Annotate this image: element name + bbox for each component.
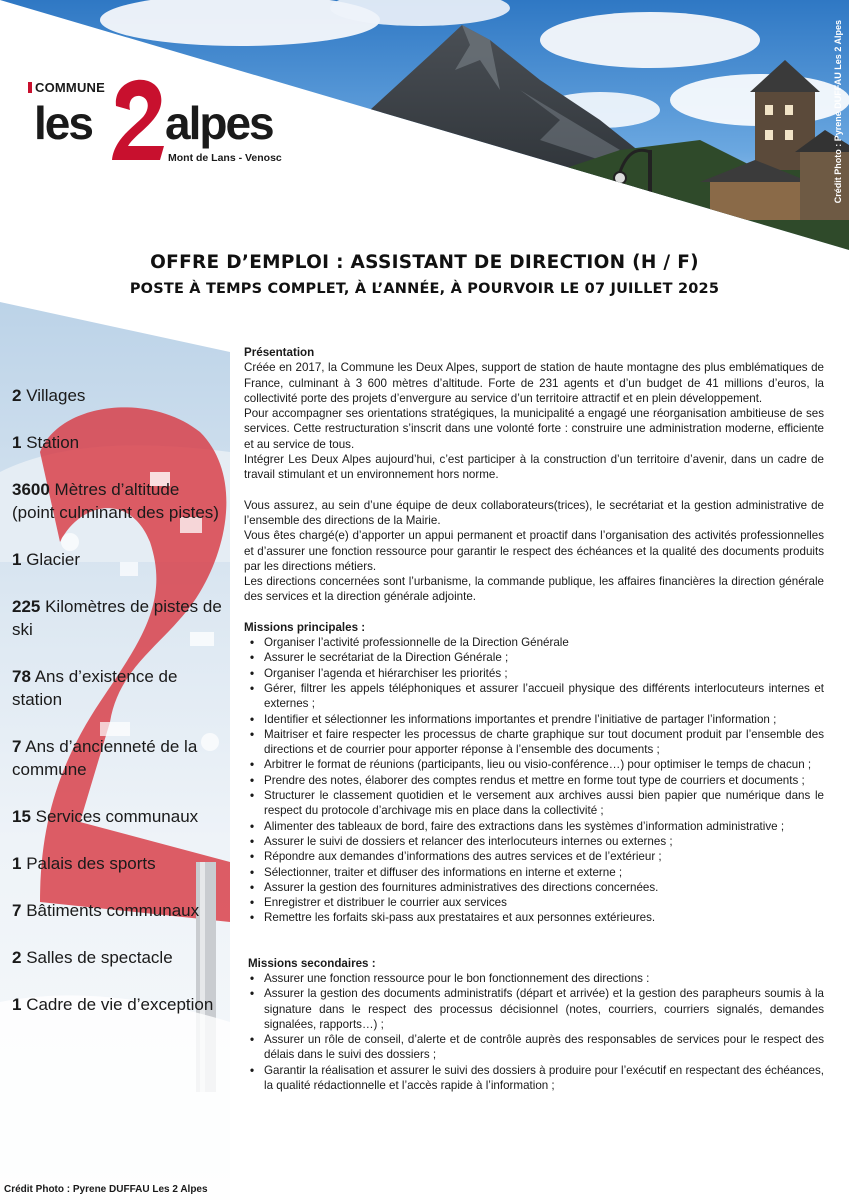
stat-label: Services communaux: [30, 807, 199, 826]
stat-item: [12, 431, 222, 454]
list-item: • Assurer la gestion des documents administratifs (départ et arrivée) et la gestion des parapheurs soumis à la signature dans le respect des processus décisionnel (notes, courriers, courriers signalés, demandes signalées, rapports…) ;: [264, 986, 824, 1032]
header-photo-credit: Crédit Photo : Pyrene DUFFAU Les 2 Alpes: [833, 20, 843, 204]
stat-label: Ans d’existence de station: [12, 667, 178, 709]
job-subtitle: POSTE À TEMPS COMPLET, À L’ANNÉE, À POURVOIR LE 07 JUILLET 2025: [129, 281, 720, 297]
stat-label: Mètres d’altitude (point culminant des pistes): [12, 480, 219, 522]
list-item: • Organiser l’agenda et hiérarchiser les priorités ;: [264, 666, 824, 681]
list-item: • Structurer le classement quotidien et le versement aux archives aussi bien papier que numérique dans le respect du protocole d’archivage mis en place dans la collectivité ;: [264, 788, 824, 819]
missions-principales-heading: Missions principales :: [244, 620, 366, 634]
logo-red-bar: [28, 82, 32, 93]
stat-number: 2: [12, 948, 22, 967]
stat-number: 225: [12, 597, 41, 616]
logo-alpes-text: alpes: [165, 97, 273, 149]
list-item: • Répondre aux demandes d’informations des autres services et de l’extérieur ;: [264, 849, 824, 864]
presentation-heading: Présentation: [244, 346, 315, 359]
list-item: • Assurer la gestion des fournitures administratives des directions concernées.: [264, 880, 824, 895]
list-item: • Assurer un rôle de conseil, d’alerte et de contrôle auprès des responsables de services pour le respect des délais dans le suivi des dossiers ;: [264, 1032, 824, 1063]
stat-item: [12, 899, 222, 922]
stat-number: 78: [12, 667, 31, 686]
commune-logo: [28, 78, 298, 173]
list-item: • Arbitrer le format de réunions (participants, lieu ou visio-conférence…) pour optimiser le temps de chacun ;: [264, 757, 824, 772]
role-paragraph: Vous assurez, au sein d’une équipe de deux collaborateurs(trices), le secrétariat et la gestion administrative de l’ensemble des directions de la Mairie.: [244, 498, 824, 527]
presentation-paragraph: Créée en 2017, la Commune les Deux Alpes, support de station de haute montagne des plus emblématiques de France, culminant à 3 600 mètres d’altitude. Forte de 231 agents et d’un budget de 41 millions d’euros, la collectivité porte des projets d’envergure au service d’un territoire attractif et en plein développement.: [244, 361, 824, 405]
stat-number: 3600: [12, 480, 50, 499]
job-title-block: [0, 252, 849, 297]
job-description: [244, 345, 824, 1093]
stat-label: Salles de spectacle: [21, 948, 173, 967]
stat-label: Ans d’ancienneté de la commune: [12, 737, 198, 779]
stat-number: 1: [12, 854, 22, 873]
stat-item: [12, 735, 222, 781]
logo-subtitle: Mont de Lans - Venosc: [168, 152, 282, 164]
stat-label: Cadre de vie d’exception: [21, 995, 214, 1014]
stat-item: [12, 665, 222, 711]
list-item: • Sélectionner, traiter et diffuser des informations en interne et externe ;: [264, 865, 824, 880]
stat-item: [12, 384, 222, 407]
stat-label: Villages: [21, 386, 86, 405]
stat-number: 7: [12, 737, 22, 756]
stat-label: Kilomètres de pistes de ski: [12, 597, 222, 639]
list-item: • Assurer le secrétariat de la Direction Générale ;: [264, 650, 824, 665]
list-item: • Garantir la réalisation et assurer le suivi des dossiers à produire pour l’exécutif en respectant des échéances, la qualité rédactionnelle et l’accès rapide à l’information ;: [264, 1063, 824, 1094]
list-item: • Gérer, filtrer les appels téléphoniques et assurer l’accueil physique des différents interlocuteurs internes et externes ;: [264, 681, 824, 712]
job-title: OFFRE D’EMPLOI : ASSISTANT DE DIRECTION (H / F): [150, 252, 699, 273]
stat-label: Glacier: [21, 550, 81, 569]
stats-list: [12, 384, 222, 1040]
stat-item: [12, 993, 222, 1016]
role-paragraph: Vous êtes chargé(e) d’apporter un appui permanent et proactif dans l’organisation des activités professionnelles et d’assurer une fonction ressource pour garantir le respect des échéances et la qualité des documents produits par les directions métiers.: [244, 529, 824, 573]
list-item: • Organiser l’activité professionnelle de la Direction Générale: [264, 635, 824, 650]
missions-principales-list: [244, 635, 824, 926]
missions-secondaires-heading: Missions secondaires :: [248, 956, 376, 970]
sidebar-photo-credit: Crédit Photo : Pyrene DUFFAU Les 2 Alpes: [4, 1184, 208, 1195]
logo-les-text: les: [34, 97, 92, 149]
list-item: • Identifier et sélectionner les informations importantes et prendre l’initiative de partager l’information ;: [264, 712, 824, 727]
stat-label: Palais des sports: [21, 854, 156, 873]
list-item: • Assurer une fonction ressource pour le bon fonctionnement des directions :: [264, 971, 824, 986]
list-item: • Prendre des notes, élaborer des comptes rendus et mettre en forme tout type de courriers et documents ;: [264, 773, 824, 788]
stat-item: [12, 852, 222, 875]
role-paragraph: Les directions concernées sont l’urbanisme, la commande publique, les affaires financières la direction générale des services et la direction générale adjointe.: [244, 575, 824, 604]
stat-item: [12, 805, 222, 828]
stat-number: 2: [12, 386, 22, 405]
stat-label: Bâtiments communaux: [21, 901, 200, 920]
stat-number: 1: [12, 550, 22, 569]
stats-sidebar: [0, 302, 230, 1200]
presentation-paragraph: Intégrer Les Deux Alpes aujourd’hui, c’est participer à la construction d’un territoire d’avenir, dans un cadre de travail stimulant et un environnement hors norme.: [244, 453, 824, 482]
logo-commune-label: COMMUNE: [28, 80, 105, 95]
stat-item: [12, 595, 222, 641]
stat-number: 7: [12, 901, 22, 920]
stat-number: 1: [12, 995, 22, 1014]
list-item: • Remettre les forfaits ski-pass aux prestataires et aux personnes extérieures.: [264, 910, 824, 925]
missions-secondaires-list: [244, 971, 824, 1093]
stat-label: Station: [21, 433, 80, 452]
stat-item: [12, 478, 222, 524]
presentation-paragraph: Pour accompagner ses orientations stratégiques, la municipalité a engagé une réorganisation ambitieuse de ses services. Cette restructuration s’inscrit dans une volonté forte : construire une administration moderne, efficiente et au service de tous.: [244, 407, 824, 451]
list-item: • Alimenter des tableaux de bord, faire des extractions dans les systèmes d’information administrative ;: [264, 819, 824, 834]
stat-number: 1: [12, 433, 22, 452]
list-item: • Maitriser et faire respecter les processus de charte graphique sur tout document produit par l’ensemble des directions et de courrier pour apporter réponse à l’ensemble des documents ;: [264, 727, 824, 758]
logo-2-mark: [108, 76, 168, 164]
stat-item: [12, 548, 222, 571]
list-item: • Assurer le suivi de dossiers et relancer des interlocuteurs internes ou externes ;: [264, 834, 824, 849]
list-item: • Enregistrer et distribuer le courrier aux services: [264, 895, 824, 910]
stat-number: 15: [12, 807, 31, 826]
stat-item: [12, 946, 222, 969]
